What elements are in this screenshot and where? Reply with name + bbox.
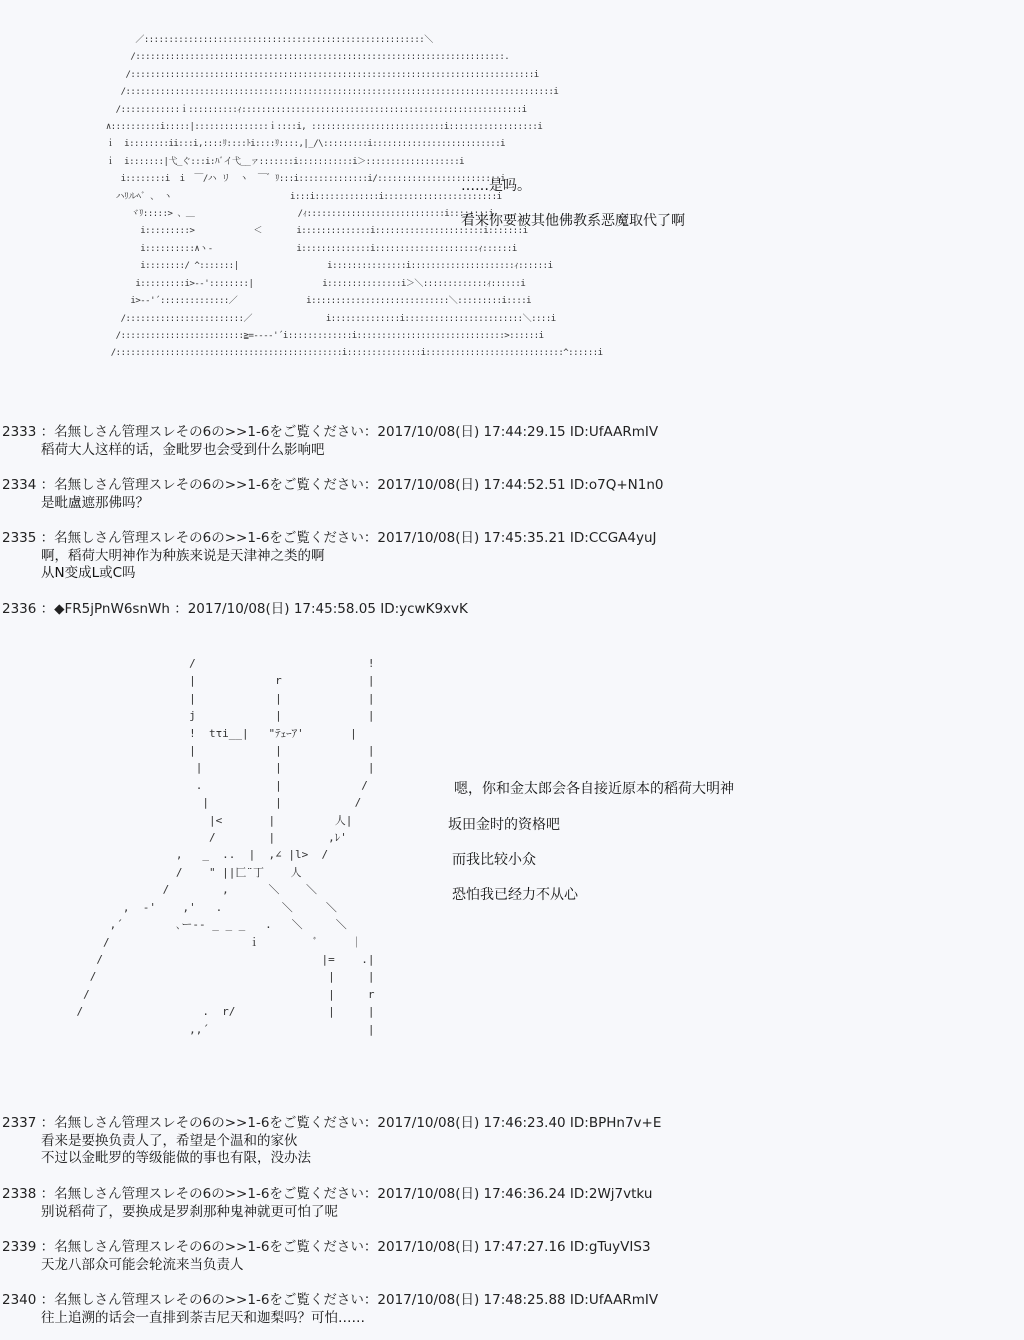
post-header: 2337 ：名無しさん管理スレその6の>>1-6をご覧ください：2017/10/08(日) 17:46:23.40 ID:BPHn7v+E [2,1115,662,1131]
post-header: 2336 ：◆FR5jPnW6snWh ：2017/10/08(日) 17:45:58.05 ID:ycwK9xvK [2,601,468,617]
ascii-art-top: ／:::::::::::::::::::::::::::::::::::::::::::::::::::::::::＼ /:::::::::::::::::::::::::::::::::::::::::::::::::::::::::::::::::::::::::::. /::::::::::::::::::::::::::::::::::::::::::::::::::::::::::::::::::::::::::::::::::i /:::::::::::::::::::::::::::::::::::::::::::::::::::::::::::::::::::::::::::::::::::::::i /::::::::::::ｉ::::::::::ｨ:::::::::::::::::::::::::::::::::::::::::::::::::::::::::i ∧::::::::::i:::::|:::::::::::::::ｉ::::i, :::::::::::::::::::::::::::i::::::::::::::::::i ｉ i::::::::ii:::i,::::ﾘ::::ﾄi::::ﾘ::::,|_/\:::::::::i::::::::::::::::::::::::::i ｉ i:::::::|弋_ぐ:::i:ﾊﾞイ弋__ァ:::::::i:::::::::::i＞:::::::::::::::::::i i::::::::i i ￣/ハ リ ヽ ￣゛ﾘ:::i::::::::::::::i/:::::::::::::::::::::::::i ハﾘルﾍﾞ 、 ヽ i:::i:::::::::::::i:::::::::::::::::::::::i ヾﾘ:::::> 、＿ /ｨ::::::::::::::::::::::::::::i::::::::i i:::::::::> ＜ i::::::::::::::i::::::::::::::::::::::i:::::::i i::::::::::∧ヽ- i::::::::::::::i:::::::::::::::::::::ｨ::::::i i::::::::/ ^:::::::| i:::::::::::::::i:::::::::::::::::::::ｨ::::::i i:::::::::i>--'::::::::| i:::::::::::::::i＞＼:::::::::::::ｨ::::::i i>--'´::::::::::::::／ i::::::::::::::::::::::::::::＼:::::::::i::::i /::::::::::::::::::::::::／ i::::::::::::::i::::::::::::::::::::::::＼::::i /:::::::::::::::::::::::::≧=----'´i:::::::::::::i::::::::::::::::::::::::::::::>::::::i /::::::::::::::::::::::::::::::::::::::::::::::i:::::::::::::::i::::::::::::::::::::::::::::^::::::i [105,35,603,359]
post-2337 [2,1115,661,1168]
post-body-line: 是毗盧遮那佛吗？ [41,494,149,511]
post-2333 [2,424,658,459]
dialogue-top-1: ……是吗。 [461,178,531,194]
post-2338 [2,1186,652,1221]
post-body-line: 从N变成L或C吗 [41,565,136,581]
post-body-line: 稻荷大人这样的话，金毗罗也会受到什么影响吧 [41,441,325,458]
dialogue-bottom-1: 嗯，你和金太郎会各自接近原本的稻荷大明神 [454,781,734,797]
post-header: 2338 ：名無しさん管理スレその6の>>1-6をご覧ください：2017/10/08(日) 17:46:36.24 ID:2Wj7vtku [2,1186,653,1202]
dialogue-bottom-3: 而我比较小众 [452,852,536,868]
post-2336 [2,601,468,619]
post-2334 [2,477,663,512]
post-body-line: 天龙八部众可能会轮流来当负责人 [41,1256,244,1273]
post-header: 2339 ：名無しさん管理スレその6の>>1-6をご覧ください：2017/10/08(日) 17:47:27.16 ID:gTuyVIS3 [2,1239,651,1255]
post-body-line: 啊，稻荷大明神作为种族来说是天津神之类的啊 [41,547,325,564]
post-body-line: 别说稻荷了，要换成是罗刹那种鬼神就更可怕了呢 [41,1203,338,1220]
dialogue-bottom-4: 恐怕我已经力不从心 [452,887,578,903]
post-header: 2334 ：名無しさん管理スレその6の>>1-6をご覧ください：2017/10/08(日) 17:44:52.51 ID:o7Q+N1n0 [2,477,664,493]
post-2340 [2,1292,658,1327]
post-body-line: 不过以金毗罗的等级能做的事也有限，没办法 [41,1150,311,1166]
post-body-line: 往上追溯的话会一直排到荼吉尼天和迦梨吗？可怕…… [41,1309,365,1326]
post-header: 2340 ：名無しさん管理スレその6の>>1-6をご覧ください：2017/10/08(日) 17:48:25.88 ID:UfAARmIV [2,1292,659,1308]
dialogue-bottom-2: 坂田金时的资格吧 [448,817,560,833]
post-header: 2335 ：名無しさん管理スレその6の>>1-6をご覧ください：2017/10/08(日) 17:45:35.21 ID:CCGA4yuJ [2,530,657,546]
post-2339 [2,1239,651,1274]
post-body-line: 看来是要换负责人了，希望是个温和的家伙 [41,1132,298,1149]
post-header: 2333 ：名無しさん管理スレその6の>>1-6をご覧ください：2017/10/08(日) 17:44:29.15 ID:UfAARmIV [2,424,659,440]
dialogue-top-2: 看来你要被其他佛教系恶魔取代了啊 [461,213,685,229]
post-2335 [2,530,657,583]
ascii-art-bottom: / ! | r | | | | j | | ! tτi__| "ﾃｪｰｱ' | | | | | | | . | / | | / |< | 人| / | ,ﾚ' , _ .. | ,∠ |l> / / " ||匚¨丁 人 / , ＼ ＼ , -' ,' . ＼ ＼ ,´ ､ー-- _ _ _ . ＼ ＼ / ｉ ﾞ ｜ / |= .| / | | / | r / . r/ | | ,,´ | [76,657,375,1036]
